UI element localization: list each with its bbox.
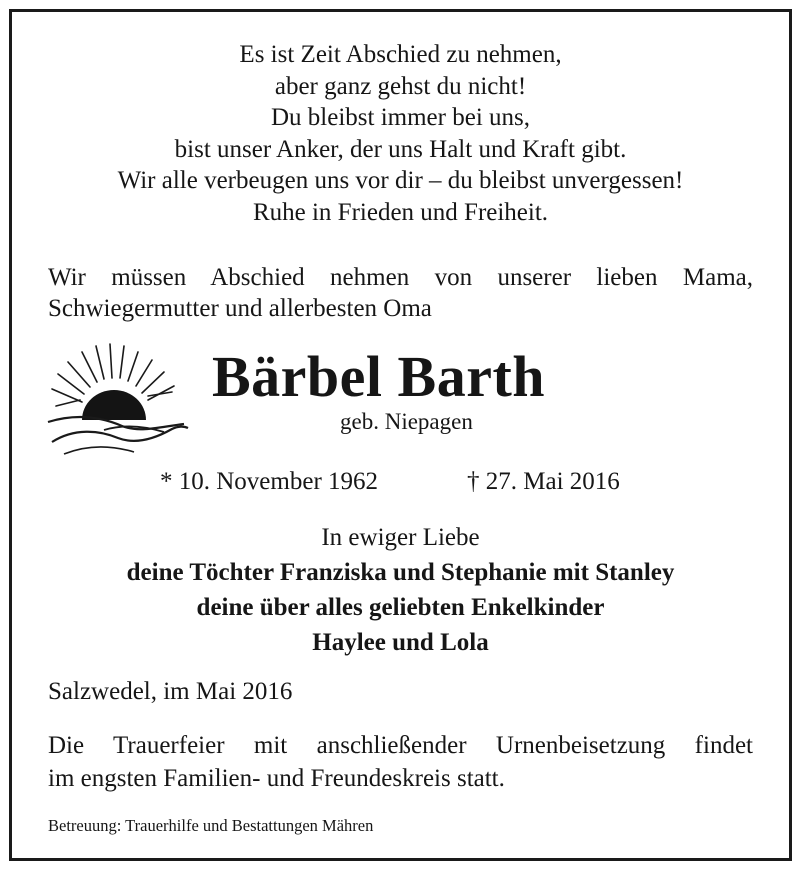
poem-line: Es ist Zeit Abschied zu nehmen, [239,41,562,68]
intro-line: Wir müssen Abschied nehmen von unserer lieben Mama, [48,264,753,291]
funeral-home-credit: Betreuung: Trauerhilfe und Bestattungen Mähren [48,816,374,835]
mourners-line: deine über alles geliebten Enkelkinder [196,594,605,621]
poem-line: bist unser Anker, der uns Halt und Kraft gibt. [174,135,627,163]
sunset-icon [44,334,194,459]
obituary-notice [9,9,792,861]
intro-line: Schwiegermutter und allerbesten Oma [48,295,432,322]
intro-text [48,262,753,324]
ceremony-line: im engsten Familien- und Freundeskreis statt. [48,765,505,792]
poem [12,39,789,228]
death-date: † 27. Mai 2016 [467,468,620,495]
ceremony-line: Die Trauerfeier mit anschließender Urnenbeisetzung findet [48,732,753,759]
poem-line: Ruhe in Frieden und Freiheit. [252,198,549,226]
ceremony-note [48,729,753,795]
mourners-line: deine Töchter Franziska und Stephanie mit Stanley [126,559,675,586]
poem-line: Du bleibst immer bei uns, [271,104,530,131]
maiden-name: geb. Niepagen [340,409,473,434]
poem-line: Wir alle verbeugen uns vor dir – du bleibst unvergessen! [117,167,684,194]
birth-date: * 10. November 1962 [160,468,379,495]
poem-line: aber ganz gehst du nicht! [274,72,527,100]
mourners-block [12,520,789,660]
deceased-name: Bärbel Barth [212,344,546,409]
place-date: Salzwedel, im Mai 2016 [48,678,293,705]
mourners-opening: In ewiger Liebe [321,524,480,551]
mourners-line: Haylee und Lola [312,629,489,656]
